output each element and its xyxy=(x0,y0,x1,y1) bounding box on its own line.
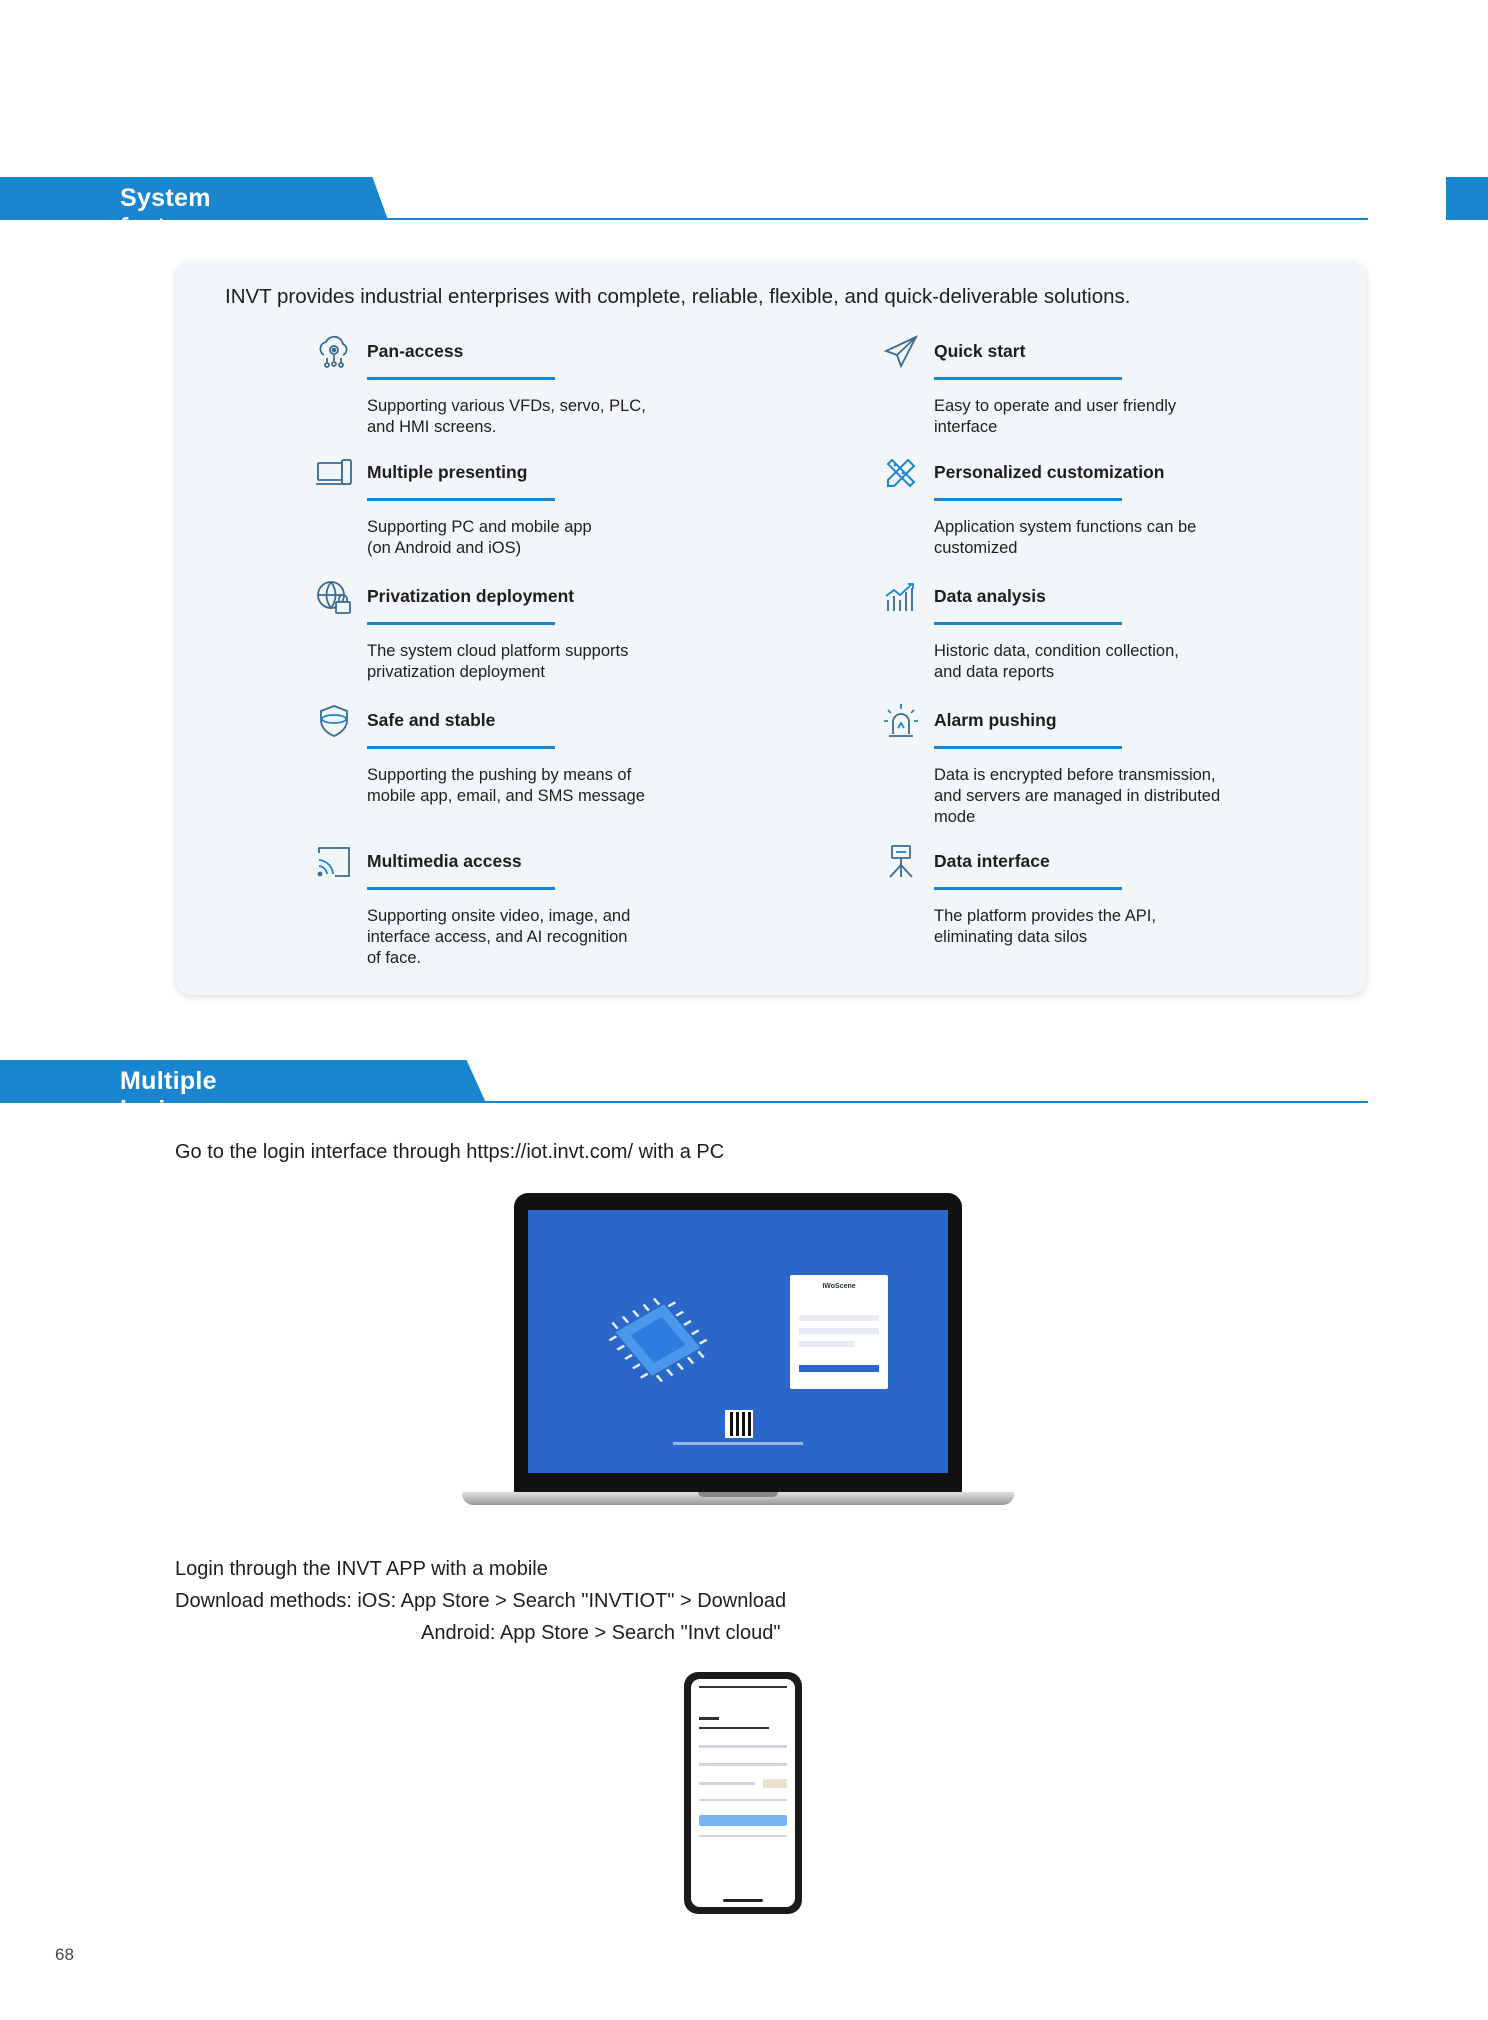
features-card xyxy=(176,261,1366,995)
feature-title: Alarm pushing xyxy=(934,710,1057,730)
feature-underline xyxy=(367,887,555,890)
captcha-field[interactable] xyxy=(799,1341,855,1347)
app-welcome xyxy=(699,1727,769,1729)
feature-desc-text: Application system functions can be customized xyxy=(934,518,1197,557)
paper-plane-icon xyxy=(882,333,920,371)
api-icon xyxy=(882,843,920,881)
intro-text: INVT provides industrial enterprises with complete, reliable, flexible, and quick-deliverable solutions. xyxy=(225,285,1131,308)
section-divider xyxy=(476,1101,1368,1103)
feature-underline xyxy=(367,377,555,380)
agreement-row xyxy=(699,1835,787,1837)
feature-desc xyxy=(367,396,767,438)
feature-title: Personalized customization xyxy=(934,462,1165,482)
alarm-icon xyxy=(882,702,920,740)
login-button[interactable] xyxy=(799,1365,879,1372)
pencil-ruler-icon xyxy=(882,454,920,492)
download-android-text: Android: App Store > Search "Invt cloud" xyxy=(421,1622,781,1644)
account-field[interactable] xyxy=(699,1745,787,1748)
feature-desc xyxy=(367,765,767,807)
feature-desc xyxy=(934,396,1334,438)
pc-login-text: Go to the login interface through https://iot.invt.com/ with a PC xyxy=(175,1141,725,1163)
feature-desc-text: The system cloud platform supports privatization deployment xyxy=(367,642,629,681)
feature-desc xyxy=(934,517,1334,559)
remember-row xyxy=(699,1799,787,1801)
verify-code-field[interactable] xyxy=(699,1782,755,1785)
feature-title: Data analysis xyxy=(934,586,1046,606)
download-ios-text: Download methods: iOS: App Store > Search "INVTIOT" > Download xyxy=(175,1590,787,1612)
feature-desc xyxy=(367,906,767,969)
status-bar xyxy=(699,1686,787,1688)
cloud-access-icon xyxy=(315,333,353,371)
feature-title: Data interface xyxy=(934,851,1050,871)
feature-desc-text: Data is encrypted before transmission, and servers are managed in distributed mode xyxy=(934,766,1221,826)
iot-chip-illustration xyxy=(598,1280,718,1400)
laptop-lid xyxy=(514,1193,962,1495)
feature-underline xyxy=(934,887,1122,890)
password-field[interactable] xyxy=(799,1328,879,1334)
captcha-image xyxy=(763,1779,787,1788)
phone-screen xyxy=(691,1679,795,1907)
feature-underline xyxy=(934,746,1122,749)
feature-title: Multiple presenting xyxy=(367,462,528,482)
login-card-title: IWoScene xyxy=(822,1283,856,1290)
page-edge-tab xyxy=(1446,177,1488,220)
laptop-mockup xyxy=(462,1193,1014,1513)
username-field[interactable] xyxy=(799,1315,879,1321)
bar-chart-icon xyxy=(882,578,920,616)
cast-icon xyxy=(315,843,353,881)
section-title: Multiple login methods xyxy=(120,1067,227,1153)
copyright-bar xyxy=(673,1442,803,1445)
devices-icon xyxy=(315,454,353,492)
feature-title: Quick start xyxy=(934,341,1026,361)
section-divider xyxy=(380,218,1368,220)
app-greeting xyxy=(699,1717,719,1720)
page-number: 68 xyxy=(55,1945,74,1964)
shield-icon xyxy=(315,702,353,740)
qr-code xyxy=(725,1410,753,1438)
feature-underline xyxy=(934,498,1122,501)
feature-title: Pan-access xyxy=(367,341,464,361)
section-title: System features xyxy=(120,184,220,241)
feature-desc-text: Supporting various VFDs, servo, PLC, and HMI screens. xyxy=(367,397,646,436)
feature-title: Privatization deployment xyxy=(367,586,575,606)
feature-desc-text: Supporting PC and mobile app (on Android and iOS) xyxy=(367,518,592,557)
password-field[interactable] xyxy=(699,1763,787,1766)
globe-lock-icon xyxy=(315,578,353,616)
feature-desc-text: Supporting onsite video, image, and interface access, and AI recognition of face. xyxy=(367,907,631,967)
laptop-notch xyxy=(698,1492,778,1497)
feature-desc-text: Supporting the pushing by means of mobile app, email, and SMS message xyxy=(367,766,645,805)
section-tab xyxy=(0,1060,486,1103)
feature-underline xyxy=(367,746,555,749)
login-form-card xyxy=(790,1275,888,1389)
feature-desc xyxy=(934,641,1334,683)
feature-desc xyxy=(367,517,767,559)
feature-underline xyxy=(367,498,555,501)
home-indicator xyxy=(723,1899,763,1902)
phone-mockup xyxy=(684,1672,802,1914)
feature-title: Multimedia access xyxy=(367,851,522,871)
laptop-screen xyxy=(528,1210,948,1473)
feature-desc xyxy=(934,906,1334,948)
feature-desc-text: Historic data, condition collection, and data reports xyxy=(934,642,1179,681)
login-button[interactable] xyxy=(699,1815,787,1826)
feature-underline xyxy=(367,622,555,625)
feature-desc xyxy=(367,641,767,683)
feature-underline xyxy=(934,377,1122,380)
mobile-login-text: Login through the INVT APP with a mobile xyxy=(175,1558,548,1580)
feature-desc-text: Easy to operate and user friendly interface xyxy=(934,397,1177,436)
feature-title: Safe and stable xyxy=(367,710,496,730)
feature-underline xyxy=(934,622,1122,625)
feature-desc xyxy=(934,765,1334,828)
feature-desc-text: The platform provides the API, eliminating data silos xyxy=(934,907,1156,946)
